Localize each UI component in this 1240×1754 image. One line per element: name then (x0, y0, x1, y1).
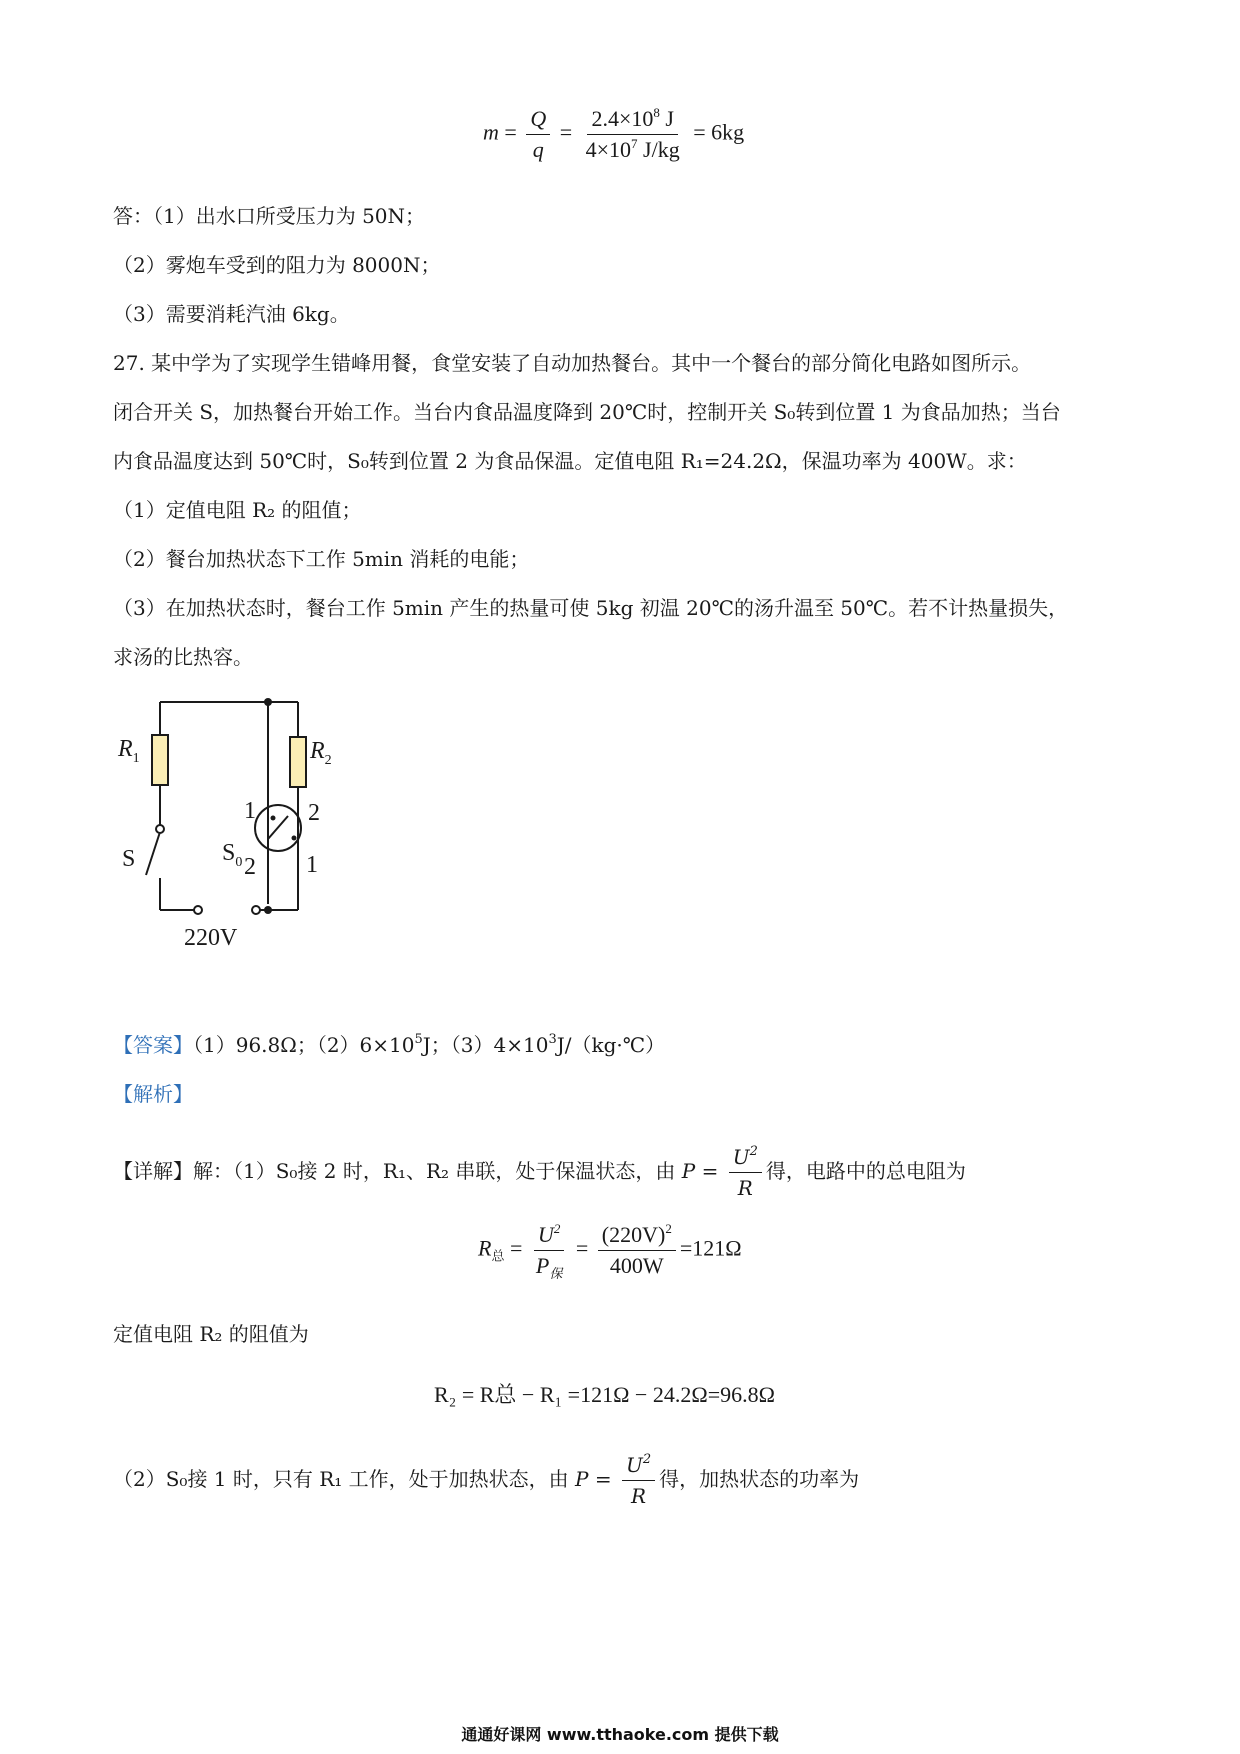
contact-dot (292, 836, 297, 841)
eq-sign: = (594, 1467, 612, 1491)
fraction-denominator: R (631, 1484, 647, 1508)
label-position-2: 2 (244, 854, 256, 880)
detail-tag: 【详解】 (113, 1159, 193, 1183)
fraction-numerator: Q (526, 106, 550, 135)
part2-line (113, 1444, 859, 1514)
equation-r-total (478, 1222, 742, 1279)
equation-mass (483, 106, 744, 163)
analysis-heading (113, 1080, 193, 1108)
answer-line-1: 答：（1）出水口所受压力为 50N； (113, 204, 426, 228)
fraction-denominator (582, 135, 684, 163)
fraction (526, 106, 550, 163)
answer-tag: 【答案】 (113, 1033, 193, 1057)
resistor-r1 (152, 735, 168, 785)
eq-var: m (483, 119, 499, 145)
switch-contact (156, 825, 164, 833)
label-r1: $R_1$ (118, 736, 140, 766)
terminal (252, 906, 260, 914)
label-position-1: 1 (306, 852, 318, 878)
problem-line-1: 27. 某中学为了实现学生错峰用餐，食堂安装了自动加热餐台。其中一个餐台的部分简化电路如图所示。 (113, 351, 1032, 375)
eq-text: J (665, 106, 674, 131)
exponent: 5 (414, 1032, 423, 1047)
answer-text: J/（kg·℃） (556, 1033, 666, 1057)
label-position-1: 1 (244, 798, 256, 824)
fraction (729, 1144, 762, 1201)
eq-result: =121Ω (679, 1235, 742, 1261)
fraction-denominator: 400W (609, 1253, 664, 1278)
label-position-2: 2 (308, 800, 320, 826)
fraction-numerator: $U^2$ (534, 1222, 564, 1251)
answer-line-2: （2）雾炮车受到的阻力为 8000N； (113, 253, 441, 277)
analysis-tag: 【解析】 (113, 1082, 193, 1106)
label-r2: $R_2$ (310, 738, 332, 768)
fraction (582, 106, 684, 163)
fraction-numerator: $U^2$ (622, 1452, 655, 1481)
eq-text: J/kg (643, 137, 680, 162)
eq-result: = 6kg (693, 119, 745, 145)
answer-text: J；（3）4×10 (422, 1033, 549, 1057)
question-1: （1）定值电阻 R₂ 的阻值； (113, 498, 362, 522)
detail-line (113, 1136, 966, 1206)
label-s: S (122, 846, 136, 872)
exponent: 8 (653, 105, 660, 120)
question-3: （3）在加热状态时，餐台工作 5min 产生的热量可使 5kg 初温 20℃的汤升温至 50℃。若不计热量损失， (113, 596, 1069, 620)
question-2: （2）餐台加热状态下工作 5min 消耗的电能； (113, 547, 530, 571)
circuit-diagram (110, 690, 360, 960)
exponent: 3 (548, 1032, 557, 1047)
eq-var: P (681, 1159, 696, 1183)
problem-line-3: 内食品温度达到 50℃时，S₀转到位置 2 为食品保温。定值电阻 R₁=24.2Ω，保温功率为 400W。求： (113, 449, 1027, 473)
fraction-numerator: $U^2$ (729, 1144, 762, 1173)
fraction (532, 1222, 566, 1279)
part2-text: 得，加热状态的功率为 (659, 1467, 860, 1491)
r2-intro-line: 定值电阻 R₂ 的阻值为 (113, 1322, 309, 1346)
fraction (598, 1222, 676, 1279)
fraction-denominator: R (737, 1176, 753, 1200)
eq-sign: = (701, 1159, 719, 1183)
switch-blade (146, 832, 160, 875)
detail-text: 解：（1）S₀接 2 时，R₁、R₂ 串联，处于保温状态，由 (193, 1159, 676, 1183)
fraction-numerator: $(220V)^2$ (598, 1222, 676, 1251)
label-s0: $S_0$ (222, 840, 243, 870)
eq-sign: = (575, 1235, 589, 1261)
answer-block (113, 1031, 665, 1059)
junction-dot (264, 698, 272, 706)
eq-sign: = (509, 1235, 523, 1261)
eq-var: P (575, 1467, 589, 1491)
fraction-numerator (587, 106, 677, 135)
subscript: 总 (491, 1248, 505, 1264)
answer-text: （1）96.8Ω；（2）6×10 (193, 1033, 415, 1057)
eq-text: 2.4×10 (591, 106, 654, 131)
eq-sign: = (559, 119, 573, 145)
equation-r2: R₂ = R总 − R₁ =121Ω − 24.2Ω=96.8Ω (434, 1382, 775, 1407)
answer-line-3: （3）需要消耗汽油 6kg。 (113, 302, 350, 326)
label-voltage: 220V (184, 925, 238, 951)
fraction-denominator: $P_保$ (535, 1253, 563, 1281)
resistor-r2 (290, 737, 306, 787)
fraction-denominator: q (532, 137, 544, 162)
fraction (622, 1452, 655, 1509)
contact-dot (271, 816, 276, 821)
problem-line-2: 闭合开关 S，加热餐台开始工作。当台内食品温度降到 20℃时，控制开关 S₀转到位置 1 为食品加热；当台 (113, 400, 1061, 424)
eq-sign: = (504, 119, 517, 145)
question-3-continued: 求汤的比热容。 (113, 645, 253, 669)
eq-text: 4×10 (585, 137, 632, 162)
detail-text: 得，电路中的总电阻为 (765, 1159, 966, 1183)
terminal (194, 906, 202, 914)
part2-text: （2）S₀接 1 时，只有 R₁ 工作，处于加热状态，由 (113, 1467, 569, 1491)
exponent: 7 (631, 136, 638, 151)
page-footer: 通通好课网 www.tthaoke.com 提供下载 (461, 1725, 779, 1744)
eq-var: R (478, 1235, 492, 1261)
